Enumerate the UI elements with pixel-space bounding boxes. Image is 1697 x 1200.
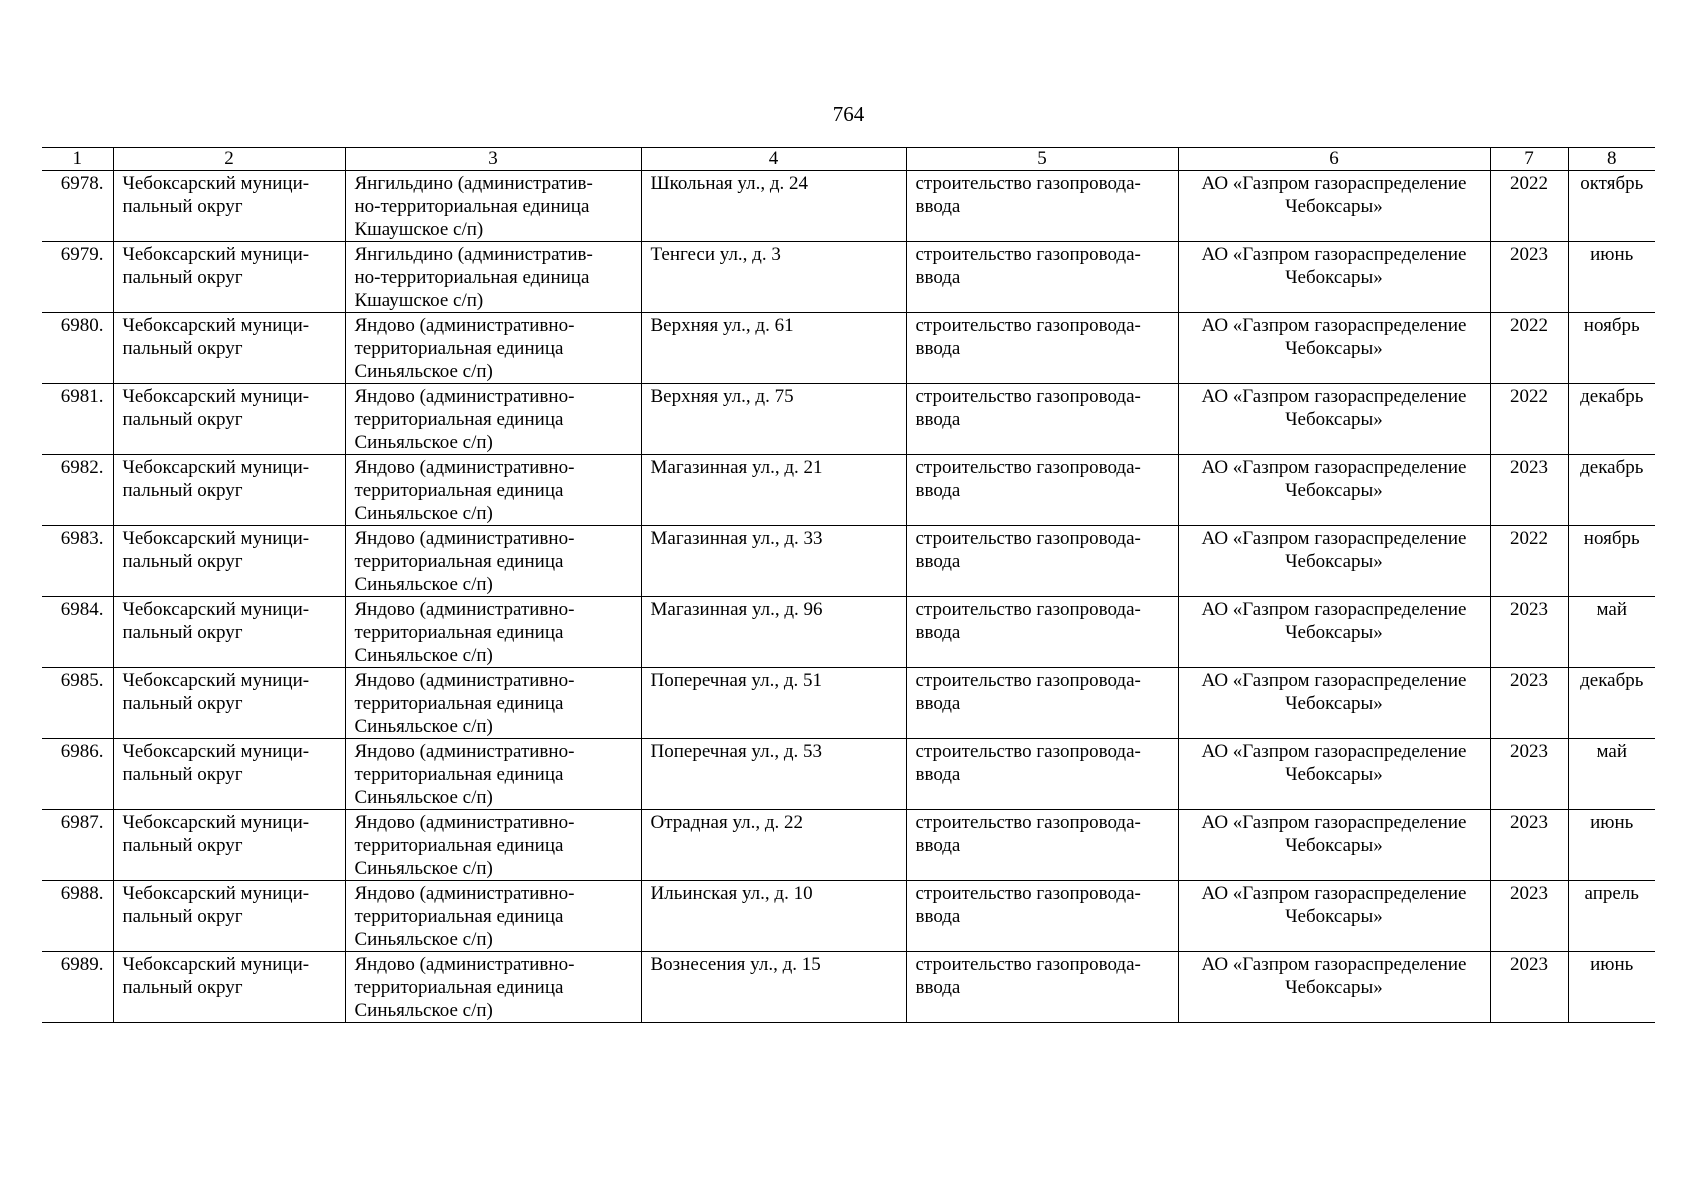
organization-cell-line: АО «Газпром газораспределение [1201, 670, 1467, 691]
year-cell: 2023 [1490, 455, 1568, 526]
district-cell-line: пальный округ [122, 196, 243, 217]
district-cell-line: Чебоксарский муници- [122, 315, 310, 336]
organization-cell-line: Чебоксары» [1285, 409, 1383, 430]
locality-cell [345, 242, 641, 313]
district-cell [113, 242, 345, 313]
address-cell: Магазинная ул., д. 96 [641, 597, 906, 668]
locality-cell-line: Синьяльское с/п) [354, 432, 493, 453]
address-cell: Отрадная ул., д. 22 [641, 810, 906, 881]
organization-cell-line: АО «Газпром газораспределение [1201, 173, 1467, 194]
organization-cell-line: Чебоксары» [1285, 551, 1383, 572]
table-row [42, 455, 1655, 526]
year-cell: 2022 [1490, 313, 1568, 384]
organization-cell-line: Чебоксары» [1285, 196, 1383, 217]
row-number: 6982. [42, 455, 113, 526]
locality-cell-line: Яндово (административно- [354, 741, 575, 762]
locality-cell [345, 455, 641, 526]
work-type-cell-line: строительство газопровода- [915, 883, 1141, 904]
year-cell: 2022 [1490, 384, 1568, 455]
row-number: 6986. [42, 739, 113, 810]
month-cell: декабрь [1568, 384, 1655, 455]
address-cell: Поперечная ул., д. 53 [641, 739, 906, 810]
table-header [42, 148, 1655, 171]
organization-cell-line: АО «Газпром газораспределение [1201, 812, 1467, 833]
work-type-cell [906, 171, 1178, 242]
table-row [42, 313, 1655, 384]
organization-cell [1178, 171, 1490, 242]
work-type-cell-line: строительство газопровода- [915, 386, 1141, 407]
district-cell-line: Чебоксарский муници- [122, 457, 310, 478]
organization-cell [1178, 384, 1490, 455]
locality-cell-line: Кшаушское с/п) [354, 290, 484, 311]
district-cell-line: пальный округ [122, 835, 243, 856]
work-type-cell-line: ввода [915, 764, 961, 785]
organization-cell-line: АО «Газпром газораспределение [1201, 741, 1467, 762]
locality-cell-line: территориальная единица [354, 622, 564, 643]
month-cell: октябрь [1568, 171, 1655, 242]
organization-cell-line: АО «Газпром газораспределение [1201, 386, 1467, 407]
locality-cell-line: Кшаушское с/п) [354, 219, 484, 240]
district-cell-line: пальный округ [122, 480, 243, 501]
table-body [42, 171, 1655, 1023]
work-type-cell-line: ввода [915, 977, 961, 998]
district-cell [113, 668, 345, 739]
district-cell-line: Чебоксарский муници- [122, 528, 310, 549]
organization-cell [1178, 952, 1490, 1023]
locality-cell [345, 668, 641, 739]
organization-cell-line: АО «Газпром газораспределение [1201, 244, 1467, 265]
locality-cell-line: Синьяльское с/п) [354, 503, 493, 524]
district-cell-line: пальный округ [122, 338, 243, 359]
address-cell: Поперечная ул., д. 51 [641, 668, 906, 739]
row-number: 6983. [42, 526, 113, 597]
district-cell-line: Чебоксарский муници- [122, 244, 310, 265]
row-number: 6980. [42, 313, 113, 384]
organization-cell [1178, 668, 1490, 739]
district-cell [113, 526, 345, 597]
table-row [42, 668, 1655, 739]
organization-cell-line: Чебоксары» [1285, 622, 1383, 643]
row-number: 6985. [42, 668, 113, 739]
locality-cell-line: Синьяльское с/п) [354, 574, 493, 595]
work-type-cell [906, 810, 1178, 881]
row-number: 6978. [42, 171, 113, 242]
locality-cell [345, 313, 641, 384]
locality-cell [345, 810, 641, 881]
work-type-cell [906, 384, 1178, 455]
organization-cell-line: Чебоксары» [1285, 977, 1383, 998]
month-cell: май [1568, 597, 1655, 668]
column-header-2: 2 [113, 148, 345, 171]
locality-cell-line: Синьяльское с/п) [354, 787, 493, 808]
locality-cell-line: территориальная единица [354, 480, 564, 501]
column-header-1: 1 [42, 148, 113, 171]
work-type-cell-line: ввода [915, 409, 961, 430]
column-header-7: 7 [1490, 148, 1568, 171]
row-number: 6981. [42, 384, 113, 455]
work-type-cell-line: строительство газопровода- [915, 812, 1141, 833]
year-cell: 2023 [1490, 668, 1568, 739]
locality-cell-line: территориальная единица [354, 693, 564, 714]
work-type-cell-line: строительство газопровода- [915, 954, 1141, 975]
locality-cell-line: Синьяльское с/п) [354, 645, 493, 666]
year-cell: 2022 [1490, 526, 1568, 597]
address-cell: Магазинная ул., д. 33 [641, 526, 906, 597]
locality-cell-line: территориальная единица [354, 835, 564, 856]
work-type-cell [906, 881, 1178, 952]
table-row [42, 739, 1655, 810]
district-cell-line: пальный округ [122, 622, 243, 643]
locality-cell [345, 526, 641, 597]
locality-cell-line: Яндово (административно- [354, 386, 575, 407]
locality-cell-line: территориальная единица [354, 338, 564, 359]
district-cell-line: Чебоксарский муници- [122, 173, 310, 194]
organization-cell [1178, 313, 1490, 384]
month-cell: ноябрь [1568, 526, 1655, 597]
organization-cell-line: Чебоксары» [1285, 906, 1383, 927]
district-cell-line: Чебоксарский муници- [122, 670, 310, 691]
work-type-cell-line: ввода [915, 338, 961, 359]
table-row [42, 597, 1655, 668]
locality-cell-line: Синьяльское с/п) [354, 361, 493, 382]
work-type-cell-line: строительство газопровода- [915, 528, 1141, 549]
district-cell-line: Чебоксарский муници- [122, 386, 310, 407]
district-cell [113, 739, 345, 810]
month-cell: апрель [1568, 881, 1655, 952]
locality-cell-line: территориальная единица [354, 409, 564, 430]
work-type-cell [906, 952, 1178, 1023]
locality-cell [345, 952, 641, 1023]
work-type-cell-line: ввода [915, 267, 961, 288]
locality-cell [345, 881, 641, 952]
organization-cell-line: Чебоксары» [1285, 693, 1383, 714]
district-cell-line: пальный округ [122, 764, 243, 785]
organization-cell-line: Чебоксары» [1285, 835, 1383, 856]
district-cell-line: пальный округ [122, 906, 243, 927]
year-cell: 2023 [1490, 242, 1568, 313]
address-cell: Школьная ул., д. 24 [641, 171, 906, 242]
district-cell [113, 384, 345, 455]
district-cell-line: Чебоксарский муници- [122, 741, 310, 762]
locality-cell-line: Яндово (административно- [354, 883, 575, 904]
work-type-cell-line: строительство газопровода- [915, 457, 1141, 478]
work-type-cell-line: ввода [915, 835, 961, 856]
locality-cell-line: Янгильдино (административ- [354, 244, 593, 265]
work-type-cell-line: ввода [915, 551, 961, 572]
organization-cell [1178, 242, 1490, 313]
locality-cell-line: Яндово (административно- [354, 812, 575, 833]
locality-cell-line: Яндово (административно- [354, 528, 575, 549]
locality-cell-line: Синьяльское с/п) [354, 1000, 493, 1021]
row-number: 6984. [42, 597, 113, 668]
address-cell: Магазинная ул., д. 21 [641, 455, 906, 526]
work-type-cell-line: ввода [915, 196, 961, 217]
district-cell-line: пальный округ [122, 267, 243, 288]
page-number: 764 [832, 102, 865, 126]
work-type-cell [906, 668, 1178, 739]
month-cell: ноябрь [1568, 313, 1655, 384]
district-cell [113, 455, 345, 526]
district-cell [113, 810, 345, 881]
work-type-cell-line: строительство газопровода- [915, 741, 1141, 762]
row-number: 6987. [42, 810, 113, 881]
year-cell: 2023 [1490, 810, 1568, 881]
month-cell: июнь [1568, 952, 1655, 1023]
locality-cell-line: Яндово (административно- [354, 315, 575, 336]
table-row [42, 952, 1655, 1023]
locality-cell-line: но-территориальная единица [354, 267, 590, 288]
row-number: 6989. [42, 952, 113, 1023]
locality-cell-line: но-территориальная единица [354, 196, 590, 217]
row-number: 6988. [42, 881, 113, 952]
address-cell: Верхняя ул., д. 75 [641, 384, 906, 455]
work-type-cell [906, 455, 1178, 526]
work-type-cell-line: ввода [915, 480, 961, 501]
locality-cell [345, 597, 641, 668]
organization-cell [1178, 455, 1490, 526]
year-cell: 2023 [1490, 952, 1568, 1023]
organization-cell-line: Чебоксары» [1285, 764, 1383, 785]
work-type-cell [906, 597, 1178, 668]
table-row [42, 810, 1655, 881]
year-cell: 2023 [1490, 739, 1568, 810]
district-cell-line: пальный округ [122, 977, 243, 998]
row-number: 6979. [42, 242, 113, 313]
organization-cell-line: АО «Газпром газораспределение [1201, 883, 1467, 904]
column-header-8: 8 [1568, 148, 1655, 171]
district-cell-line: пальный округ [122, 551, 243, 572]
work-type-cell [906, 526, 1178, 597]
locality-cell-line: Яндово (административно- [354, 670, 575, 691]
locality-cell-line: Янгильдино (административ- [354, 173, 593, 194]
locality-cell-line: Яндово (административно- [354, 457, 575, 478]
district-cell-line: Чебоксарский муници- [122, 599, 310, 620]
table-row [42, 881, 1655, 952]
district-cell-line: Чебоксарский муници- [122, 883, 310, 904]
organization-cell-line: АО «Газпром газораспределение [1201, 599, 1467, 620]
year-cell: 2022 [1490, 171, 1568, 242]
work-type-cell-line: ввода [915, 906, 961, 927]
locality-cell [345, 384, 641, 455]
organization-cell [1178, 810, 1490, 881]
address-cell: Верхняя ул., д. 61 [641, 313, 906, 384]
organization-cell-line: Чебоксары» [1285, 267, 1383, 288]
table-row [42, 242, 1655, 313]
locality-cell-line: территориальная единица [354, 551, 564, 572]
column-header-3: 3 [345, 148, 641, 171]
year-cell: 2023 [1490, 881, 1568, 952]
column-header-4: 4 [641, 148, 906, 171]
column-header-6: 6 [1178, 148, 1490, 171]
month-cell: май [1568, 739, 1655, 810]
organization-cell-line: АО «Газпром газораспределение [1201, 954, 1467, 975]
month-cell: декабрь [1568, 668, 1655, 739]
district-cell [113, 313, 345, 384]
locality-cell-line: территориальная единица [354, 977, 564, 998]
district-cell [113, 597, 345, 668]
column-header-5: 5 [906, 148, 1178, 171]
address-cell: Ильинская ул., д. 10 [641, 881, 906, 952]
month-cell: декабрь [1568, 455, 1655, 526]
work-type-cell [906, 739, 1178, 810]
locality-cell-line: Синьяльское с/п) [354, 929, 493, 950]
year-cell: 2023 [1490, 597, 1568, 668]
organization-cell-line: Чебоксары» [1285, 480, 1383, 501]
district-cell-line: Чебоксарский муници- [122, 812, 310, 833]
organization-cell [1178, 526, 1490, 597]
address-cell: Тенгеси ул., д. 3 [641, 242, 906, 313]
locality-cell-line: территориальная единица [354, 906, 564, 927]
organization-cell-line: АО «Газпром газораспределение [1201, 315, 1467, 336]
table-row [42, 384, 1655, 455]
locality-cell-line: территориальная единица [354, 764, 564, 785]
work-type-cell-line: строительство газопровода- [915, 173, 1141, 194]
organization-cell-line: АО «Газпром газораспределение [1201, 457, 1467, 478]
district-cell [113, 171, 345, 242]
organization-cell [1178, 881, 1490, 952]
organization-cell-line: АО «Газпром газораспределение [1201, 528, 1467, 549]
work-type-cell-line: строительство газопровода- [915, 670, 1141, 691]
work-type-cell [906, 313, 1178, 384]
work-type-cell-line: ввода [915, 693, 961, 714]
locality-cell [345, 739, 641, 810]
organization-cell [1178, 597, 1490, 668]
work-type-cell [906, 242, 1178, 313]
district-cell [113, 952, 345, 1023]
address-cell: Вознесения ул., д. 15 [641, 952, 906, 1023]
district-cell [113, 881, 345, 952]
district-cell-line: пальный округ [122, 409, 243, 430]
table-row [42, 526, 1655, 597]
locality-cell-line: Яндово (административно- [354, 954, 575, 975]
locality-cell-line: Синьяльское с/п) [354, 858, 493, 879]
work-type-cell-line: строительство газопровода- [915, 244, 1141, 265]
organization-cell [1178, 739, 1490, 810]
month-cell: июнь [1568, 242, 1655, 313]
column-number-row [42, 148, 1655, 171]
table-row [42, 171, 1655, 242]
month-cell: июнь [1568, 810, 1655, 881]
locality-cell-line: Синьяльское с/п) [354, 716, 493, 737]
organization-cell-line: Чебоксары» [1285, 338, 1383, 359]
work-type-cell-line: ввода [915, 622, 961, 643]
gas-pipeline-schedule-table [42, 147, 1655, 1023]
work-type-cell-line: строительство газопровода- [915, 315, 1141, 336]
district-cell-line: Чебоксарский муници- [122, 954, 310, 975]
district-cell-line: пальный округ [122, 693, 243, 714]
locality-cell-line: Яндово (административно- [354, 599, 575, 620]
work-type-cell-line: строительство газопровода- [915, 599, 1141, 620]
locality-cell [345, 171, 641, 242]
